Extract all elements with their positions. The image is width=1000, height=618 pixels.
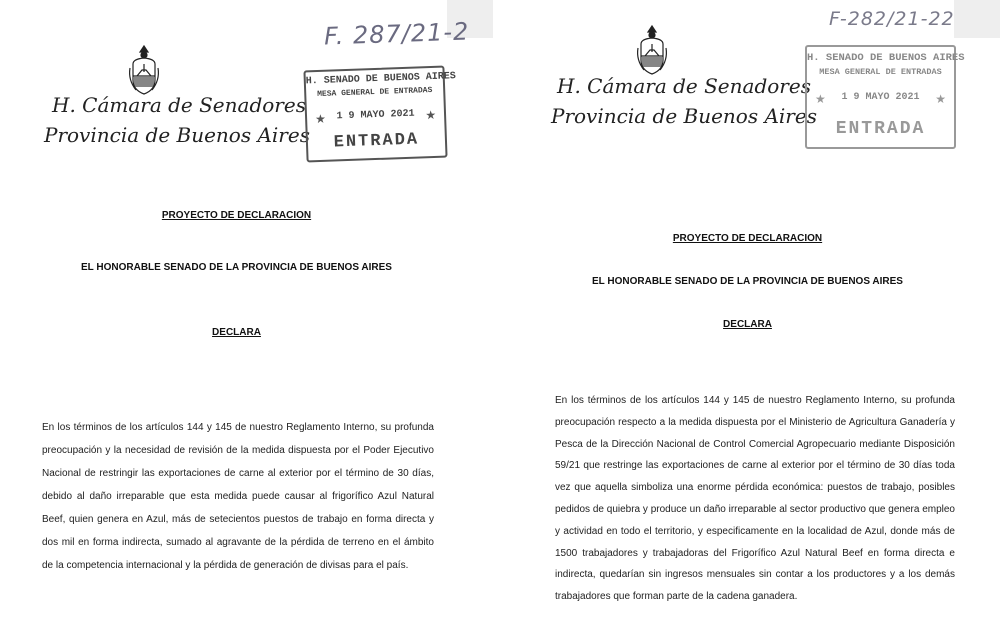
document-title: PROYECTO DE DECLARACION	[672, 233, 823, 244]
stamp-label: ENTRADA	[835, 119, 926, 139]
stamp-date: 1 9 MAYO 2021	[336, 108, 415, 123]
entry-stamp	[805, 45, 965, 149]
stamp-line-1: H. SENADO DE BUENOS AIRES	[305, 71, 456, 88]
header-line-2: Provincia de Buenos Aires	[551, 104, 817, 128]
stamp-star-icon: ★	[815, 92, 826, 106]
stamp-date: 1 9 MAYO 2021	[841, 92, 920, 103]
header-line-1: H. Cámara de Senadores	[52, 93, 306, 117]
document-title: PROYECTO DE DECLARACION	[161, 210, 312, 221]
handwritten-file-number: F. 287/21-2	[323, 17, 470, 51]
handwritten-file-number: F-282/21-22	[829, 8, 955, 30]
document-page-right	[507, 0, 1000, 618]
declara-heading: DECLARA	[212, 327, 261, 338]
declaration-body: En los términos de los artículos 144 y 145 de nuestro Reglamento Interno, su profunda preocupación respecto a la medida dispuesta por el Ministerio de Agricultura Ganadería y Pesca de la Dirección Nacional de Control Comercial Agropecuario mediante Disposición 59/21 que restringe las exportaciones de carne al exterior por el término de 30 días toda vez que aquella simboliza una enorme pérdida económica: puestos de trabajo, posibles pedidos de quiebra y produce un daño irreparable al sector productivo que genera empleo y actividad en todo el territorio, y especificamente en la localidad de Azul, donde más de 1500 trabajadores y trabajadoras del Frigorífico Azul Natural Beef en forma directa e indirecta, quedarían sin ingresos mensuales sin contar a los productores y a los demás trabajadores que forman parte de la cadena ganadera.	[555, 395, 955, 603]
stamp-line-1: H. SENADO DE BUENOS AIRES	[807, 52, 965, 64]
stamp-line-2: MESA GENERAL DE ENTRADAS	[317, 86, 433, 100]
coat-of-arms-icon	[126, 44, 162, 96]
document-page-left	[0, 0, 493, 618]
stamp-star-icon: ★	[425, 107, 437, 123]
header-line-1: H. Cámara de Senadores	[557, 74, 811, 98]
declara-heading: DECLARA	[723, 319, 772, 330]
scan-corner-shade	[954, 0, 1000, 38]
entry-stamp	[303, 66, 456, 163]
coat-of-arms-icon	[634, 24, 670, 76]
declaration-body: En los términos de los artículos 144 y 145 de nuestro Reglamento Interno, su profunda preocupación y la necesidad de revisión de la medida dispuesta por el Poder Ejecutivo Nacional de restringir las exportaciones de carne al exterior por el término de 30 días, debido al daño irreparable que esta medida puede causar al frigorífico Azul Natural Beef, quien genera en Azul, más de setecientos puestos de trabajo en forma directa y dos mil en forma indirecta, sumado al agravante de la pérdida de terreno en el ámbito de la competencia internacional y la pérdida de generación de divisas para el país.	[42, 422, 434, 571]
stamp-star-icon: ★	[314, 111, 327, 127]
document-subtitle: EL HONORABLE SENADO DE LA PROVINCIA DE BUENOS AIRES	[592, 276, 903, 287]
header-line-2: Provincia de Buenos Aires	[44, 123, 310, 147]
document-subtitle: EL HONORABLE SENADO DE LA PROVINCIA DE BUENOS AIRES	[81, 262, 392, 273]
stamp-star-icon: ★	[935, 92, 946, 106]
stamp-line-2: MESA GENERAL DE ENTRADAS	[819, 67, 942, 77]
stamp-label: ENTRADA	[333, 130, 420, 153]
